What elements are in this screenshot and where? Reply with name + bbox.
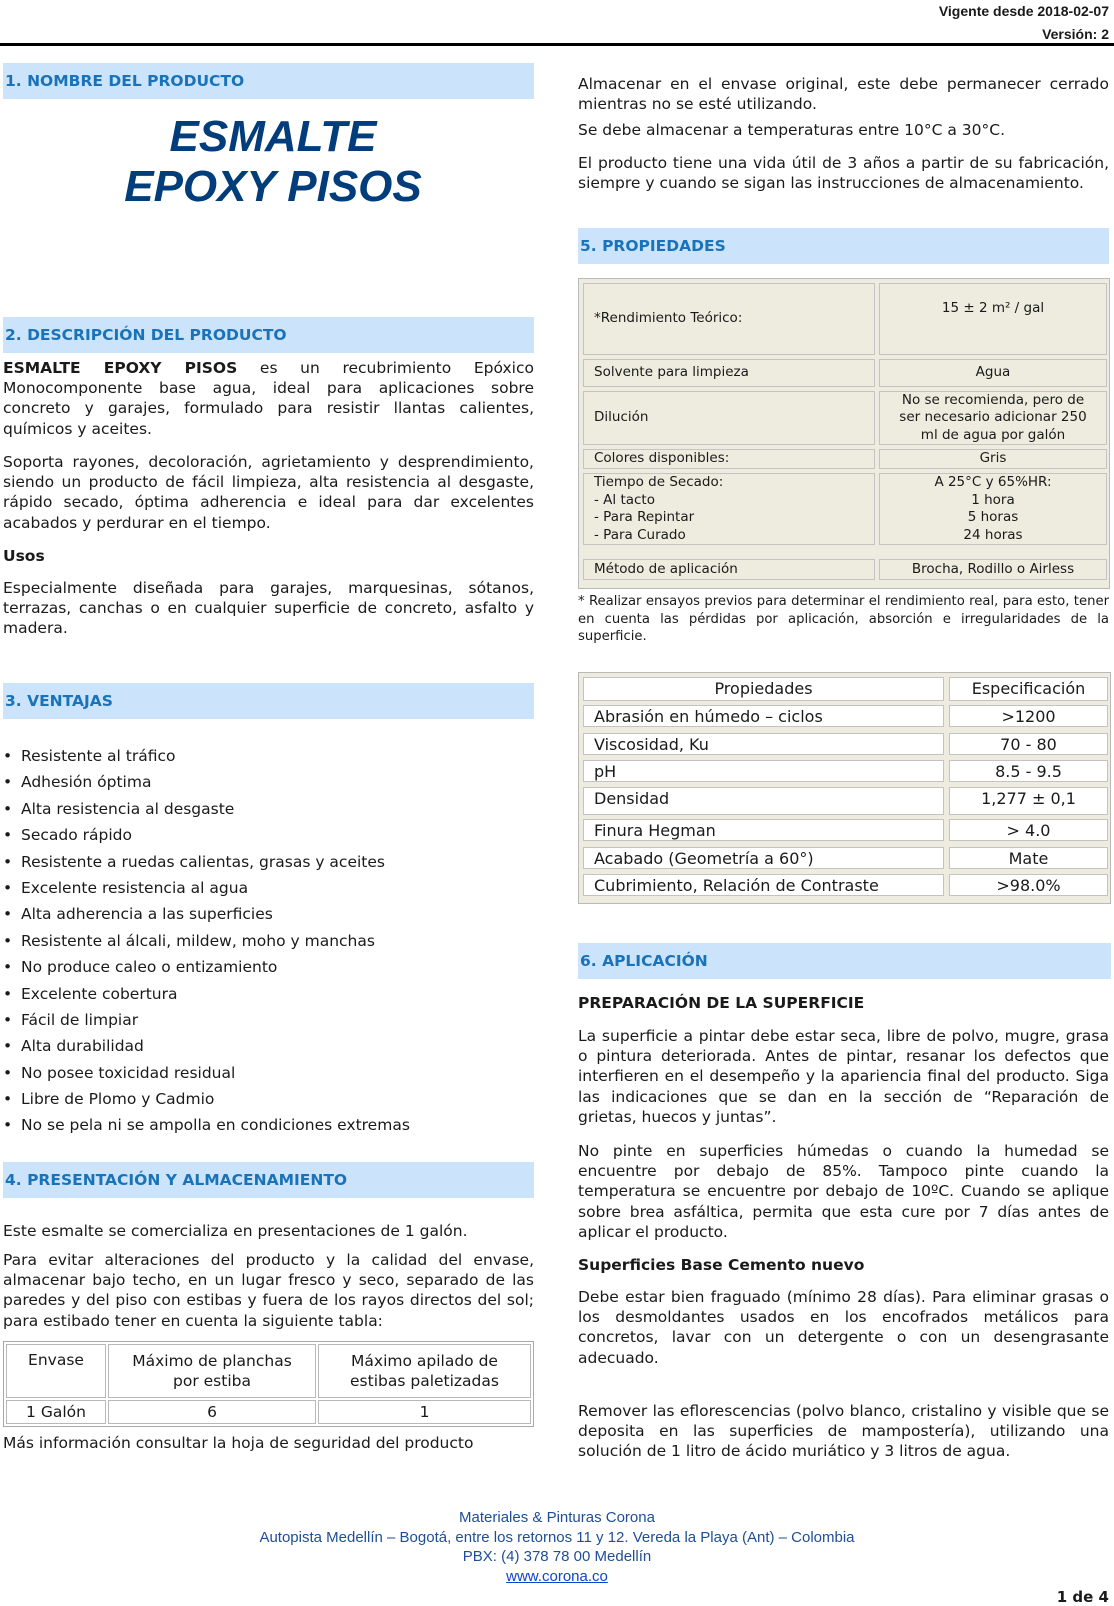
header-divider — [0, 43, 1114, 46]
document-footer — [0, 1508, 1114, 1586]
spec-value: 70 - 80 — [949, 733, 1108, 755]
list-item: • Excelente cobertura — [3, 981, 410, 1007]
cement-paragraph-1: Debe estar bien fraguado (mínimo 28 días). Para eliminar grasas o los desmoldantes usados en los encofrados metálicos para concretos, lavar con un detergente o con un desengrasante adecuado. — [578, 1288, 1109, 1367]
drying-label-line: - Para Repintar — [594, 509, 695, 525]
dilution-line: ser necesario adicionar 250 — [899, 409, 1087, 426]
list-item: • Adhesión óptima — [3, 769, 410, 795]
spec-value: > 4.0 — [949, 819, 1108, 841]
cement-heading: Superficies Base Cemento nuevo — [578, 1256, 865, 1274]
property-label: Dilución — [583, 391, 875, 445]
table-cell: 1 Galón — [6, 1400, 106, 1424]
document-header — [939, 0, 1109, 46]
property-value: Agua — [879, 359, 1107, 387]
list-item: • Secado rápido — [3, 822, 410, 848]
spec-property: Cubrimiento, Relación de Contraste — [583, 874, 944, 896]
drying-label-line: - Para Curado — [594, 526, 686, 543]
list-item: • Libre de Plomo y Cadmio — [3, 1086, 410, 1112]
spec-property: pH — [583, 760, 944, 782]
table-header-row — [6, 1344, 531, 1398]
property-label: Método de aplicación — [583, 559, 875, 580]
spec-value: Mate — [949, 847, 1108, 869]
storage-paragraph-3: El producto tiene una vida útil de 3 años a partir de su fabricación, siempre y cuando se sigan las instrucciones de almacenamiento. — [578, 154, 1109, 193]
presentation-paragraph-2: Para evitar alteraciones del producto y la calidad del envase, almacenar bajo techo, en un lugar fresco y seco, separado de las paredes y del piso con estibas y fuera de los rayos directos del sol; para estibado tener en cuenta la siguiente tabla: — [3, 1251, 534, 1330]
list-item: • Fácil de limpiar — [3, 1007, 410, 1033]
list-item: • Alta resistencia al desgaste — [3, 796, 410, 822]
list-item: • Alta durabilidad — [3, 1033, 410, 1059]
property-value: 15 ± 2 m² / gal — [879, 283, 1107, 355]
preparation-paragraph-1: La superficie a pintar debe estar seca, libre de polvo, mugre, grasa o pintura deteriorada. Antes de pintar, resanar los defectos que interfieren en el desempeño y la apariencia final del producto. Siga las indicaciones que se dan en la sección de “Reparación de grietas, huecos y juntas”. — [578, 1027, 1109, 1126]
spec-value: >1200 — [949, 705, 1108, 727]
drying-label-line: Tiempo de Secado: — [594, 474, 724, 490]
usos-paragraph: Especialmente diseñada para garajes, marquesinas, sótanos, terrazas, canchas o en cualquier superficie de concreto, asfalto y madera. — [3, 579, 534, 638]
property-label: *Rendimiento Teórico: — [583, 283, 875, 355]
vigente-date: Vigente desde 2018-02-07 — [938, 3, 1109, 19]
property-label: Solvente para limpieza — [583, 359, 875, 387]
section-2-title: 2. DESCRIPCIÓN DEL PRODUCTO — [3, 317, 534, 353]
list-item: • No posee toxicidad residual — [3, 1060, 410, 1086]
spec-property: Densidad — [583, 787, 944, 815]
list-item: • Resistente al tráfico — [3, 743, 410, 769]
more-info-text: Más información consultar la hoja de seguridad del producto — [3, 1434, 474, 1452]
spec-header-property: Propiedades — [583, 677, 944, 701]
table-header-cell: Envase — [6, 1344, 106, 1398]
spec-value: 1,277 ± 0,1 — [949, 787, 1108, 815]
drying-value-line: 24 horas — [963, 526, 1023, 543]
table-cell: 1 — [318, 1400, 531, 1424]
company-name: Materiales & Pinturas Corona — [459, 1509, 655, 1526]
dilution-line: ml de agua por galón — [920, 426, 1066, 443]
preparation-paragraph-2: No pinte en superficies húmedas o cuando la humedad se encuentre por debajo de 85%. Tampoco pinte cuando la temperatura se encuentre por debajo de 10ºC. Cuando se aplique sobre brea asfáltica, permita que esta cure por 7 días antes de aplicar el producto. — [578, 1142, 1109, 1241]
list-item: • Alta adherencia a las superficies — [3, 901, 410, 927]
property-value — [879, 473, 1107, 545]
spec-header-value: Especificación — [949, 677, 1108, 701]
table-cell: 6 — [108, 1400, 316, 1424]
website-link[interactable]: www.corona.co — [506, 1567, 608, 1585]
description-paragraph-2: Soporta rayones, decoloración, agrietamiento y desprendimiento, siendo un producto de fácil limpieza, alta resistencia al desgaste, rápido secado, óptima adherencia e ideal para dar excelentes acabados y perdurar en el tiempo. — [3, 453, 534, 532]
table-row — [6, 1400, 531, 1424]
property-label: Colores disponibles: — [583, 449, 875, 469]
yield-footnote: * Realizar ensayos previos para determinar el rendimiento real, para esto, tener en cuenta las pérdidas por aplicación, absorción e irregularidades de la superficie. — [578, 594, 1109, 644]
section-5-title: 5. PROPIEDADES — [578, 228, 1109, 264]
spec-value: 8.5 - 9.5 — [949, 760, 1108, 782]
table-header-cell: Máximo de planchas por estiba — [108, 1344, 316, 1398]
spec-property: Acabado (Geometría a 60°) — [583, 847, 944, 869]
drying-label-line: - Al tacto — [594, 491, 655, 508]
section-4-title: 4. PRESENTACIÓN Y ALMACENAMIENTO — [3, 1162, 534, 1198]
list-item: • Excelente resistencia al agua — [3, 875, 410, 901]
cement-paragraph-2: Remover las eflorescencias (polvo blanco, cristalino y visible que se deposita en las superficies de mampostería), utilizando una solución de 1 litro de ácido muriático y 3 litros de agua. — [578, 1402, 1109, 1461]
specifications-table — [578, 672, 1111, 904]
spec-property: Finura Hegman — [583, 819, 944, 841]
list-item: • Resistente al álcali, mildew, moho y manchas — [3, 928, 410, 954]
spec-property: Abrasión en húmedo – ciclos — [583, 705, 944, 727]
company-phone: PBX: (4) 378 78 00 Medellín — [462, 1548, 652, 1565]
table-header-cell: Máximo apilado de estibas paletizadas — [318, 1344, 531, 1398]
stacking-table — [3, 1341, 534, 1427]
property-label — [583, 473, 875, 545]
page-number: 1 de 4 — [1056, 1588, 1109, 1606]
description-text: es un recubrimiento Epóxico Monocomponente base agua, ideal para aplicaciones sobre concreto y garajes, formulado para resistir llantas calientes, químicos y aceites. — [3, 359, 534, 438]
property-value — [879, 391, 1107, 445]
product-name-inline: ESMALTE EPOXY PISOS — [3, 359, 238, 377]
preparation-heading: PREPARACIÓN DE LA SUPERFICIE — [578, 994, 865, 1012]
presentation-paragraph-1: Este esmalte se comercializa en presentaciones de 1 galón. — [3, 1222, 468, 1240]
section-3-title: 3. VENTAJAS — [3, 683, 534, 719]
dilution-line: No se recomienda, pero de — [901, 391, 1085, 408]
properties-table — [578, 278, 1110, 589]
property-value: Brocha, Rodillo o Airless — [879, 559, 1107, 580]
list-item: • No se pela ni se ampolla en condiciones extremas — [3, 1112, 410, 1138]
storage-paragraph-2: Se debe almacenar a temperaturas entre 10°C a 30°C. — [578, 121, 1006, 139]
product-name-line-2: EPOXY PISOS — [124, 162, 422, 211]
section-1-title: 1. NOMBRE DEL PRODUCTO — [3, 63, 534, 99]
section-6-title: 6. APLICACIÓN — [578, 943, 1111, 979]
drying-value-line: A 25°C y 65%HR: — [934, 474, 1052, 490]
spec-value: >98.0% — [949, 874, 1108, 896]
storage-paragraph-1: Almacenar en el envase original, este debe permanecer cerrado mientras no se esté utilizando. — [578, 75, 1109, 114]
product-name-line-1: ESMALTE — [169, 112, 377, 161]
property-value: Gris — [879, 449, 1107, 469]
description-paragraph-1 — [3, 358, 534, 439]
company-address: Autopista Medellín – Bogotá, entre los retornos 11 y 12. Vereda la Playa (Ant) – Colombia — [259, 1528, 855, 1546]
drying-value-line: 1 hora — [971, 491, 1015, 508]
spec-property: Viscosidad, Ku — [583, 733, 944, 755]
ventajas-list — [3, 743, 410, 1139]
drying-value-line: 5 horas — [967, 509, 1019, 525]
usos-heading: Usos — [3, 547, 45, 565]
version-label: Versión: 2 — [1042, 26, 1109, 42]
list-item: • Resistente a ruedas calientas, grasas y aceites — [3, 849, 410, 875]
list-item: • No produce caleo o entizamiento — [3, 954, 410, 980]
